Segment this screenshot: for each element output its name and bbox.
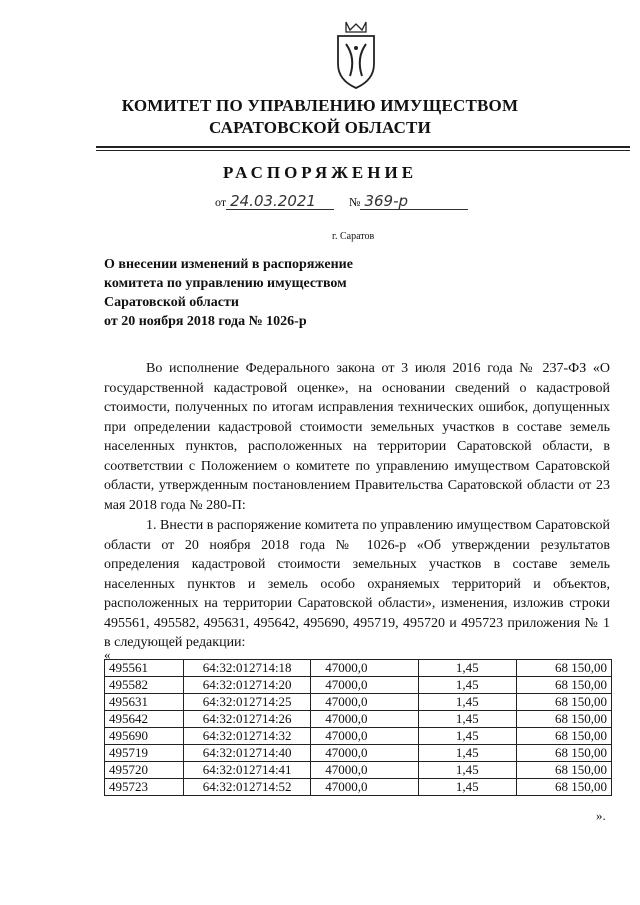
organization-name-line1: КОМИТЕТ ПО УПРАВЛЕНИЮ ИМУЩЕСТВОМ (121, 96, 519, 115)
date-prefix: от (215, 195, 227, 209)
specific-value-cell: 1,45 (419, 711, 517, 728)
specific-value-cell: 1,45 (419, 728, 517, 745)
row-number-cell: 495642 (105, 711, 184, 728)
subject-line: Саратовской области (104, 295, 239, 310)
cadastral-number-cell: 64:32:012714:40 (184, 745, 311, 762)
cadastral-value-cell: 68 150,00 (516, 711, 611, 728)
table-row (105, 677, 612, 694)
cadastral-number-cell: 64:32:012714:20 (184, 677, 311, 694)
area-cell: 47000,0 (311, 660, 419, 677)
table-row (105, 745, 612, 762)
cadastral-value-cell: 68 150,00 (516, 762, 611, 779)
cadastral-value-cell: 68 150,00 (516, 694, 611, 711)
cadastral-number-cell: 64:32:012714:18 (184, 660, 311, 677)
row-number-cell: 495631 (105, 694, 184, 711)
table-row (105, 694, 612, 711)
area-cell: 47000,0 (311, 762, 419, 779)
cadastral-value-cell: 68 150,00 (516, 660, 611, 677)
specific-value-cell: 1,45 (419, 762, 517, 779)
document-subject (104, 255, 424, 331)
specific-value-cell: 1,45 (419, 660, 517, 677)
cadastral-number-cell: 64:32:012714:32 (184, 728, 311, 745)
cadastral-number-cell: 64:32:012714:41 (184, 762, 311, 779)
preamble-paragraph: Во исполнение Федерального закона от 3 июля 2016 года № 237-ФЗ «О государственной кадастровой оценке», на основании сведений о кадастровой стоимости, полученных по итогам исправления технических ошибок, допущенных при определении кадастровой стоимости земельных участков в составе земель населенных пунктов, расположенных на территории Саратовской области, в соответствии с Положением о комитете по управлению имуществом Саратовской области, утвержденным постановлением Правительства Саратовской области от 23 мая 2018 года № 280-П: (104, 361, 610, 513)
cadastral-value-cell: 68 150,00 (516, 745, 611, 762)
area-cell: 47000,0 (311, 711, 419, 728)
city-label: г. Саратов (332, 231, 375, 242)
cadastral-number-cell: 64:32:012714:26 (184, 711, 311, 728)
handwritten-number: 369-р (360, 193, 468, 210)
handwritten-date: 24.03.2021 (226, 193, 334, 210)
specific-value-cell: 1,45 (419, 745, 517, 762)
row-number-cell: 495582 (105, 677, 184, 694)
closing-quote: ». (596, 808, 606, 823)
cadastral-value-cell: 68 150,00 (516, 677, 611, 694)
document-type-title: РАСПОРЯЖЕНИЕ (222, 163, 418, 182)
specific-value-cell: 1,45 (419, 694, 517, 711)
table-row (105, 711, 612, 728)
table-row (105, 779, 612, 796)
cadastral-value-cell: 68 150,00 (516, 728, 611, 745)
specific-value-cell: 1,45 (419, 779, 517, 796)
row-number-cell: 495719 (105, 745, 184, 762)
area-cell: 47000,0 (311, 779, 419, 796)
table-row (105, 762, 612, 779)
table-row (105, 728, 612, 745)
amended-rows-table (104, 659, 612, 796)
row-number-cell: 495723 (105, 779, 184, 796)
area-cell: 47000,0 (311, 677, 419, 694)
specific-value-cell: 1,45 (419, 677, 517, 694)
row-number-cell: 495690 (105, 728, 184, 745)
coat-of-arms-icon (332, 18, 380, 90)
table-row (105, 660, 612, 677)
cadastral-number-cell: 64:32:012714:25 (184, 694, 311, 711)
organization-name-line2: САРАТОВСКОЙ ОБЛАСТИ (208, 118, 432, 137)
area-cell: 47000,0 (311, 694, 419, 711)
row-number-cell: 495561 (105, 660, 184, 677)
subject-line: комитета по управлению имуществом (104, 276, 347, 291)
cadastral-number-cell: 64:32:012714:52 (184, 779, 311, 796)
subject-line: О внесении изменений в распоряжение (104, 257, 353, 272)
cadastral-value-cell: 68 150,00 (516, 779, 611, 796)
opening-quote: « (104, 647, 111, 662)
area-cell: 47000,0 (311, 728, 419, 745)
number-prefix: № (348, 195, 361, 209)
subject-line: от 20 ноября 2018 года № 1026-р (104, 314, 307, 329)
clause-1-paragraph: 1. Внести в распоряжение комитета по управлению имуществом Саратовской области от 20 ноября 2018 года № 1026-р «Об утверждении результатов определения кадастровой стоимости земельных участков в составе земель населенных пунктов и земель особо охраняемых территорий и объектов, расположенных на территории Саратовской области», изменения, изложив строки 495561, 495582, 495631, 495642, 495690, 495719, 495720 и 495723 приложения № 1 в следующей редакции: (104, 518, 610, 650)
row-number-cell: 495720 (105, 762, 184, 779)
header-divider-thin (96, 150, 630, 151)
area-cell: 47000,0 (311, 745, 419, 762)
date-number-row (215, 193, 468, 210)
header-divider-thick (96, 146, 630, 148)
